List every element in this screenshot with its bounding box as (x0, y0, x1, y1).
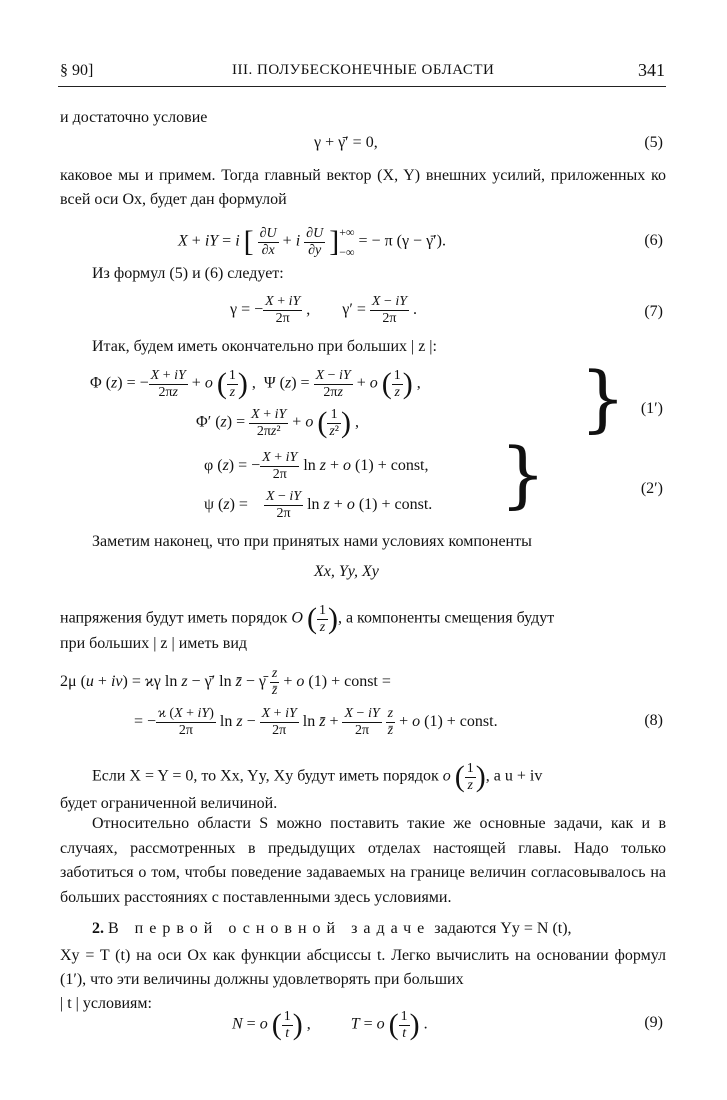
paragraph-9-line-1 (92, 920, 572, 938)
equation-2p-line-2: ψ (z) = $\frac{X - iY}{2\pi}$ ln z + o (1) + const. (204, 489, 433, 521)
paragraph-9-spaced: В первой основной задаче (108, 920, 431, 937)
paragraph-7-end: , а u + iv (485, 767, 543, 785)
equation-8-line-2: = − $\frac{ϰ (X + iY)}{2\pi}$ ln z − $\frac{X + iY}{2\pi}$ ln z̄ + $\frac{X - iY}{2\pi}$ $\frac{z}{z̄}$ + o (1) + const. (134, 706, 498, 738)
equation-7: γ = − $\frac{X + iY}{2\pi}$ , γ′ = $\frac{X - iY}{2\pi}$ . (230, 294, 418, 326)
paragraph-6-start: напряжения будут иметь порядок (60, 609, 288, 627)
equation-6-number: (6) (644, 232, 663, 249)
equation-2p-number: (2′) (640, 480, 663, 497)
page-number: 341 (638, 60, 665, 80)
paragraph-6-line-1: напряжения будут иметь порядок O ( $\frac{1}{z}$ ), а компоненты смещения будут (60, 602, 555, 635)
paragraph-6-line-2: при больших | z | иметь вид (60, 635, 248, 652)
equation-5: γ + γ̄′ = 0, (314, 134, 378, 151)
paragraph-3: Из формул (5) и (6) следует: (92, 265, 284, 282)
equation-1p-line-1: Φ (z) = − $\frac{X + iY}{2\pi z}$ + o ( $\frac{1}{z}$ ) , Ψ (z) = $\frac{X - iY}{2\pi z}$ + o ( $\frac{1}{z}$ ) , (90, 367, 421, 400)
equation-2p-line-1: φ (z) = − $\frac{X + iY}{2\pi}$ ln z + o (1) + const, (204, 450, 429, 482)
equation-1p-line-2: Φ′ (z) = $\frac{X + iY}{\text{2πz²}}$ + o ( $\frac{1}{\text{z²}}$ ) , (196, 406, 359, 439)
paragraph-9-item-number: 2. (92, 920, 104, 937)
paragraph-8: Относительно области S можно поставить такие же основные задачи, как и в случаях, рассмотренных в предыдущих отделах настоящей главы. Надо только заботиться о том, чтобы поведение задаваемых на границе величин согласовывалось на больших расстояниях с поставленными здесь условиями. (60, 815, 666, 906)
paragraph-1: и достаточно условие (60, 109, 208, 126)
paragraph-4: Итак, будем иметь окончательно при больших | z |: (92, 338, 437, 355)
paragraph-9-line-2: Xy = T (t) на оси Ox как функции абсциссы t. Легко вычислить на основании формул (1′), что эти величины должны удовлетворять при больших (60, 947, 666, 988)
paragraph-6-end: , а компоненты смещения будут (337, 609, 555, 627)
paragraph-7-line-1: Если X = Y = 0, то Xx, Yy, Xy будут иметь порядок o ( $\frac{1}{z}$ ), а u + iv (92, 760, 543, 793)
equation-9: N = o ( $\frac{1}{t}$ ) , T = o ( $\frac{1}{t}$ ) . (232, 1008, 428, 1041)
brace-1p: } (580, 356, 626, 440)
paragraph-2: каковое мы и примем. Тогда главный вектор (X, Y) внешних усилий, приложенных ко всей оси Ox, будет дан формулой (60, 167, 666, 208)
equation-6: X + iY = i [ $\frac{\partial U}{\partial x}$ + i $\frac{\partial U}{\partial y}$ ] +∞ −∞ = − π (γ − γ̄′). (178, 225, 446, 259)
equation-5-number: (5) (644, 134, 663, 151)
paragraph-7-line-2: будет ограниченной величиной. (60, 795, 278, 812)
equation-8-number: (8) (644, 712, 663, 729)
equation-8-line-1: 2μ (u + iv) = ϰγ ln z − γ̄′ ln z̄ − γ̄ $\frac{z}{z̄}$ + o (1) + const = (60, 666, 391, 698)
running-title: III. ПОЛУБЕСКОНЕЧНЫЕ ОБЛАСТИ (232, 62, 495, 78)
paragraph-5-equation: Xx, Yy, Xy (314, 563, 379, 580)
paragraph-5: Заметим наконец, что при принятых нами условиях компоненты (92, 533, 532, 550)
paragraph-7-start: Если X = Y = 0, то Xx, Yy, Xy будут иметь порядок (92, 767, 439, 785)
brace-2p: } (500, 432, 546, 516)
equation-9-number: (9) (644, 1014, 663, 1031)
paragraph-9-line-3: | t | условиям: (60, 995, 152, 1012)
header-rule (58, 86, 666, 87)
section-ref: § 90] (60, 62, 94, 79)
equation-7-number: (7) (644, 303, 663, 320)
paragraph-9-rest: задаются Yy = N (t), (434, 920, 572, 937)
equation-1p-number: (1′) (640, 400, 663, 417)
